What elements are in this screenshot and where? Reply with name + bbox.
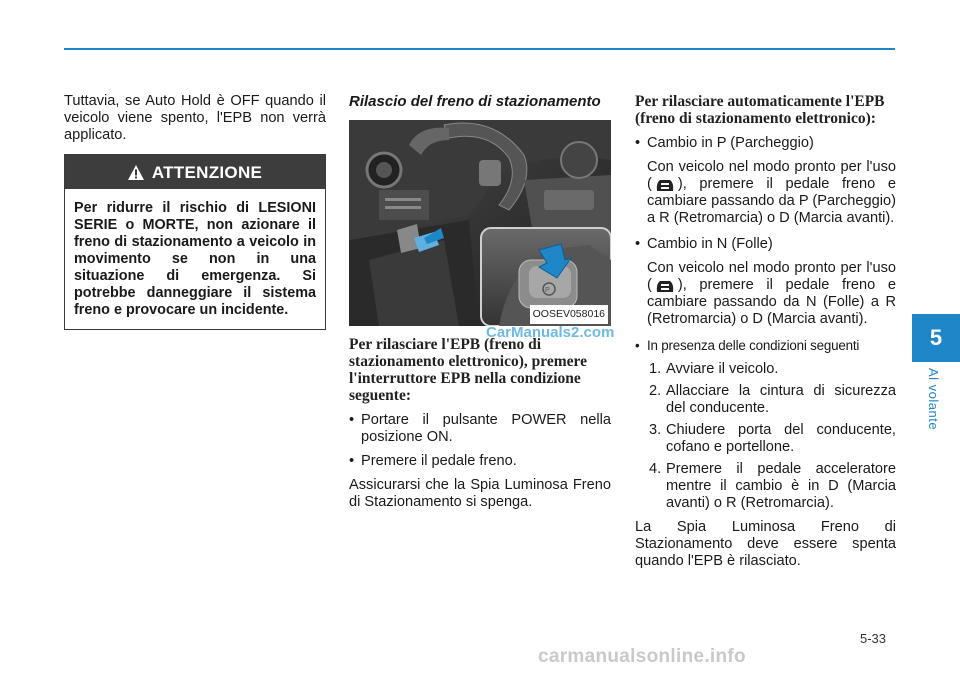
list-item: • Portare il pulsante POWER nella posizione ON. <box>349 412 611 446</box>
auto-release-list <box>635 236 896 253</box>
figure-watermark: CarManuals2.com <box>486 324 615 341</box>
auto-release-heading: Per rilasciare automaticamente l'EPB (freno di stazionamento elettronico): <box>635 93 885 127</box>
ready-indicator-icon <box>654 278 676 294</box>
closing-paragraph: La Spia Luminosa Freno di Stazionamento deve essere spenta quando l'EPB è rilasciato. <box>635 519 896 569</box>
column-right <box>635 93 896 580</box>
item-title: Cambio in N (Folle) <box>647 236 773 252</box>
chapter-tab: 5 <box>912 314 960 362</box>
warning-header <box>65 155 325 189</box>
item-description: Con veicolo nel modo pronto per l'uso ( ), premere il pedale freno e cambiare passando da P (Parcheggio) a R (Retromarcia) o D (Marcia avanti). <box>647 159 896 226</box>
item-description: Con veicolo nel modo pronto per l'uso ( ), premere il pedale freno e cambiare passando da N (Folle) a R (Retromarcia) o D (Marcia avanti). <box>647 260 896 327</box>
list-item: 2. Allacciare la cintura di sicurezza del conducente. <box>649 383 896 416</box>
release-note: Assicurarsi che la Spia Luminosa Freno di Stazionamento si spenga. <box>349 477 611 510</box>
top-rule <box>64 48 895 50</box>
column-left <box>64 93 326 330</box>
release-conditions-list <box>349 412 611 470</box>
item-title: Cambio in P (Parcheggio) <box>647 135 814 151</box>
steps-list <box>635 361 896 512</box>
epb-figure <box>349 120 611 326</box>
list-item <box>635 135 896 152</box>
page-number: 5-33 <box>860 631 887 646</box>
warning-triangle-icon <box>128 165 144 180</box>
chapter-label: Al volante <box>926 368 941 431</box>
svg-text:P: P <box>545 287 550 294</box>
column-middle <box>349 93 615 521</box>
list-item: • Premere il pedale freno. <box>349 453 611 470</box>
list-item: 3. Chiudere porta del conducente, cofano e portellone. <box>649 422 896 455</box>
release-heading: Per rilasciare l'EPB (freno di stazionamento elettronico), premere l'interruttore EPB nella condizione seguente: <box>349 336 588 404</box>
auto-release-list <box>635 135 896 152</box>
list-item: 1. Avviare il veicolo. <box>649 361 779 377</box>
list-item: 4. Premere il pedale acceleratore mentre il cambio è in D (Marcia avanti) o R (Retromarcia). <box>649 461 896 511</box>
auto-release-list <box>635 337 896 354</box>
footer-watermark: carmanualsonline.info <box>538 646 746 667</box>
car-interior-illustration <box>349 120 611 326</box>
ready-indicator-icon <box>654 177 676 193</box>
item-title: In presenza delle condizioni seguenti <box>647 338 860 353</box>
figure-code: OOSEV058016 <box>530 305 608 324</box>
intro-paragraph: Tuttavia, se Auto Hold è OFF quando il veicolo viene spento, l'EPB non verrà applicato. <box>64 93 326 143</box>
warning-title: ATTENZIONE <box>151 162 263 182</box>
warning-text: Per ridurre il rischio di LESIONI SERIE o MORTE, non azionare il freno di stazionamento a veicolo in movimento se non in una situazione di emergenza. Si potrebbe danneggiare il sistema freno e provocare un incidente. <box>74 200 316 318</box>
section-title: Rilascio del freno di stazionamento <box>349 93 601 110</box>
list-item <box>635 236 896 253</box>
warning-box <box>64 154 326 330</box>
list-item <box>635 337 896 354</box>
